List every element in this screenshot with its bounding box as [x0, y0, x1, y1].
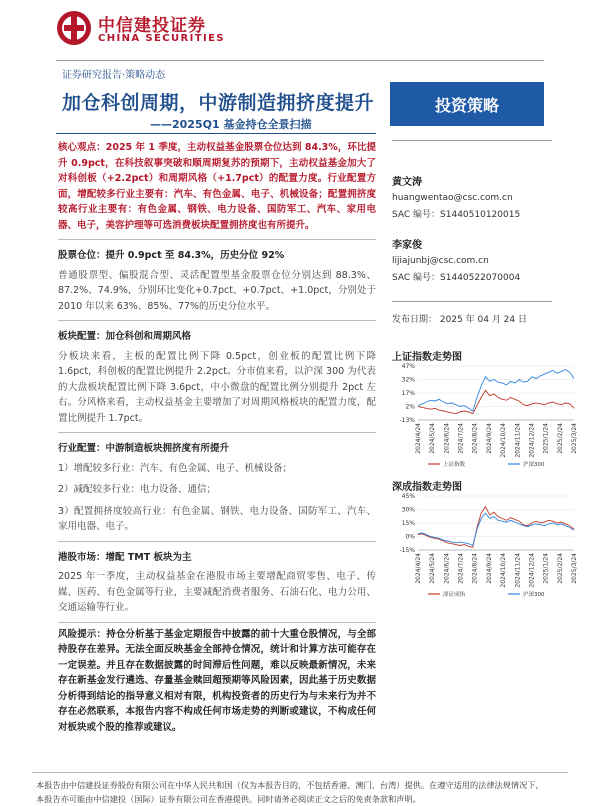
y-tick-label: 30%	[401, 506, 415, 514]
report-category: 证券研究报告·策略动态	[62, 70, 166, 81]
publish-date: 发布日期： 2025 年 04 月 24 日	[392, 315, 527, 325]
report-title: 加仓科创周期，中游制造拥挤度提升	[62, 92, 375, 114]
x-tick-label: 2024/9/24	[485, 553, 493, 584]
x-tick-label: 2025/2/24	[556, 423, 564, 454]
x-tick-label: 2024/11/24	[514, 553, 522, 588]
analyst-sac: SAC 编号：S1440510120015	[392, 210, 521, 220]
core-viewpoint	[58, 140, 376, 233]
legend-label: 深证成指	[443, 592, 466, 598]
analyst-email: lijiajunbj@csc.com.cn	[392, 256, 489, 266]
sidebar-divider	[392, 140, 552, 141]
core-label: 核心观点：	[58, 142, 106, 153]
y-tick-label: 47%	[401, 363, 415, 370]
shenzhen-index-chart	[392, 490, 582, 602]
x-tick-label: 2024/4/24	[415, 423, 422, 454]
analyst-name: 李家俊	[392, 240, 422, 251]
sidebar-divider	[392, 301, 552, 302]
y-tick-label: 2%	[405, 403, 415, 411]
position-heading: 股票仓位：提升 0.9pct 至 84.3%，历史分位 92%	[58, 250, 285, 261]
hk-body: 2025 年一季度，主动权益基金在港股市场主要增配商贸零售、电子、传媒、医药、有色金属等行业，主要减配消费者服务、石油石化、电力公用、交通运输等行业。	[58, 571, 376, 613]
y-tick-label: 0%	[405, 533, 415, 541]
y-tick-label: 45%	[401, 493, 415, 500]
legend-label: 沪深300	[523, 592, 545, 598]
logo-english-name: CHINA SECURITIES	[98, 33, 225, 44]
y-tick-label: -15%	[399, 547, 415, 554]
logo-emblem-icon	[56, 10, 92, 46]
x-tick-label: 2024/8/24	[471, 423, 479, 454]
logo-chinese-name: 中信建投证券	[98, 16, 206, 36]
industry-heading: 行业配置：中游制造板块拥挤度有所提升	[58, 443, 230, 454]
y-tick-label: 32%	[401, 376, 415, 384]
series-line	[418, 390, 574, 413]
risk-warning: 风险提示：持仓分析基于基金定期报告中披露的前十大重仓股情况，与全部持股存在差异。无法全面反映基金全部持仓情况，统计和计算方法可能存在一定误差。并且存在数据披露的时间滞后性问题，难以反映最新情况，未来存在新基金发行遴选、存量基金赎回超预期等风险因素，因此基于历史数据分析得到结论的指导意义相对有限，机构投资者的历史行为与未来行为并不存在必然联系，本报告内容不构成任何市场走势的判断或建议，不构成任何对板块或个股的推荐或建议。	[58, 628, 376, 733]
x-tick-label: 2025/2/24	[556, 553, 564, 584]
industry-item: 3）配置拥挤度较高行业：有色金属、钢铁、电力设备、国防军工、汽车、家用电器、电子。	[58, 505, 376, 532]
analyst-name: 黄文涛	[392, 177, 422, 188]
industry-item: 1）增配较多行业：汽车、有色金属、电子、机械设备；	[58, 462, 293, 474]
title-divider	[56, 133, 376, 134]
legend-label: 沪深300	[523, 462, 545, 468]
series-line	[418, 370, 574, 411]
x-tick-label: 2024/4/24	[415, 553, 422, 584]
hk-heading: 港股市场：增配 TMT 板块为主	[58, 551, 192, 563]
x-tick-label: 2024/7/24	[457, 423, 465, 454]
footer-divider	[32, 772, 568, 773]
x-tick-label: 2024/6/24	[443, 423, 451, 454]
disclaimer-footer	[36, 778, 576, 806]
x-tick-label: 2024/12/24	[528, 553, 536, 588]
disclaimer-line: 本报告由中信建投证券股份有限公司在中华人民共和国（仅为本报告目的，不包括香港、澳门、台湾）提供。在遵守适用的法律法规情况下，	[36, 780, 544, 790]
x-tick-label: 2025/3/24	[571, 553, 578, 584]
x-tick-label: 2024/9/24	[485, 423, 493, 454]
x-tick-label: 2024/10/24	[500, 553, 508, 588]
section-divider	[58, 432, 376, 433]
section-divider	[58, 541, 376, 542]
section-divider	[58, 239, 376, 240]
x-tick-label: 2024/11/24	[514, 423, 522, 458]
x-tick-label: 2024/7/24	[457, 553, 465, 584]
y-tick-label: 17%	[401, 390, 415, 397]
report-type-tag: 投资策略	[390, 82, 544, 126]
board-body: 分板块来看，主板的配置比例下降 0.5pct，创业板的配置比例下降 1.6pct，科创板的配置比例提升 2.2pct。分市值来看，以沪深 300 为代表的大盘板块配置比例下降 3.6pct，中小微盘的配置比例分别提升 2pct 左右。分风格来看，主动权益基金主要增加了对周期风格板块的配置力度，配置比例提升 1.7pct。	[58, 350, 376, 424]
x-tick-label: 2024/5/24	[429, 423, 437, 454]
legend-label: 上证指数	[443, 462, 466, 468]
core-text: 2025 年 1 季度，主动权益基金股票仓位达到 84.3%，环比提升 0.9pct，在科技叙事突破和顺周期复苏的预期下，主动权益基金加大了对科创板（+2.2pct）和周期风格（+1.7pct）的配置力度。行业配置方面，增配较多行业主要有：汽车、有色金属、电子、机械设备；配置拥挤度较高行业主要有：有色金属、钢铁、电力设备、国防军工、汽车、家用电器、电子，美容护理等可选消费板块配置拥挤度也有所提升。	[58, 142, 376, 231]
report-subtitle: ——2025Q1 基金持仓全景扫描	[150, 118, 312, 131]
analyst-email: huangwentao@csc.com.cn	[392, 193, 513, 203]
x-tick-label: 2025/1/24	[542, 553, 550, 584]
chart-title: 上证指数走势图	[392, 352, 462, 363]
company-logo	[56, 8, 256, 52]
analyst-sac: SAC 编号：S1440522070004	[392, 273, 521, 283]
shanghai-index-chart	[392, 360, 582, 472]
x-tick-label: 2025/1/24	[542, 423, 550, 454]
y-tick-label: -13%	[399, 417, 415, 424]
x-tick-label: 2024/10/24	[500, 423, 508, 458]
main-column	[58, 140, 376, 741]
x-tick-label: 2024/6/24	[443, 553, 451, 584]
chart-title: 深成指数走势图	[392, 482, 462, 493]
disclaimer-line: 本报告亦可能由中信建投（国际）证券有限公司在香港提供。同时请务必阅读正文之后的免责条款和声明。	[36, 794, 421, 804]
section-divider	[58, 320, 376, 321]
board-heading: 板块配置：加仓科创和周期风格	[58, 331, 192, 342]
section-divider	[58, 622, 376, 623]
y-tick-label: 15%	[401, 520, 415, 527]
sidebar	[392, 140, 552, 325]
x-tick-label: 2024/12/24	[528, 423, 536, 458]
header-divider	[56, 60, 544, 61]
x-tick-label: 2025/3/24	[571, 423, 578, 454]
position-body: 普通股票型、偏股混合型、灵活配置型基金股票仓位分别达到 88.3%、87.2%、74.9%，分别环比变化+0.7pct、+0.7pct、+1.0pct，分别处于 2010 年以来 63%、85%、77%的历史分位水平。	[58, 269, 376, 312]
x-tick-label: 2024/8/24	[471, 553, 479, 584]
industry-item: 2）减配较多行业：电力设备、通信；	[58, 484, 217, 495]
x-tick-label: 2024/5/24	[429, 553, 437, 584]
series-line	[418, 507, 574, 548]
